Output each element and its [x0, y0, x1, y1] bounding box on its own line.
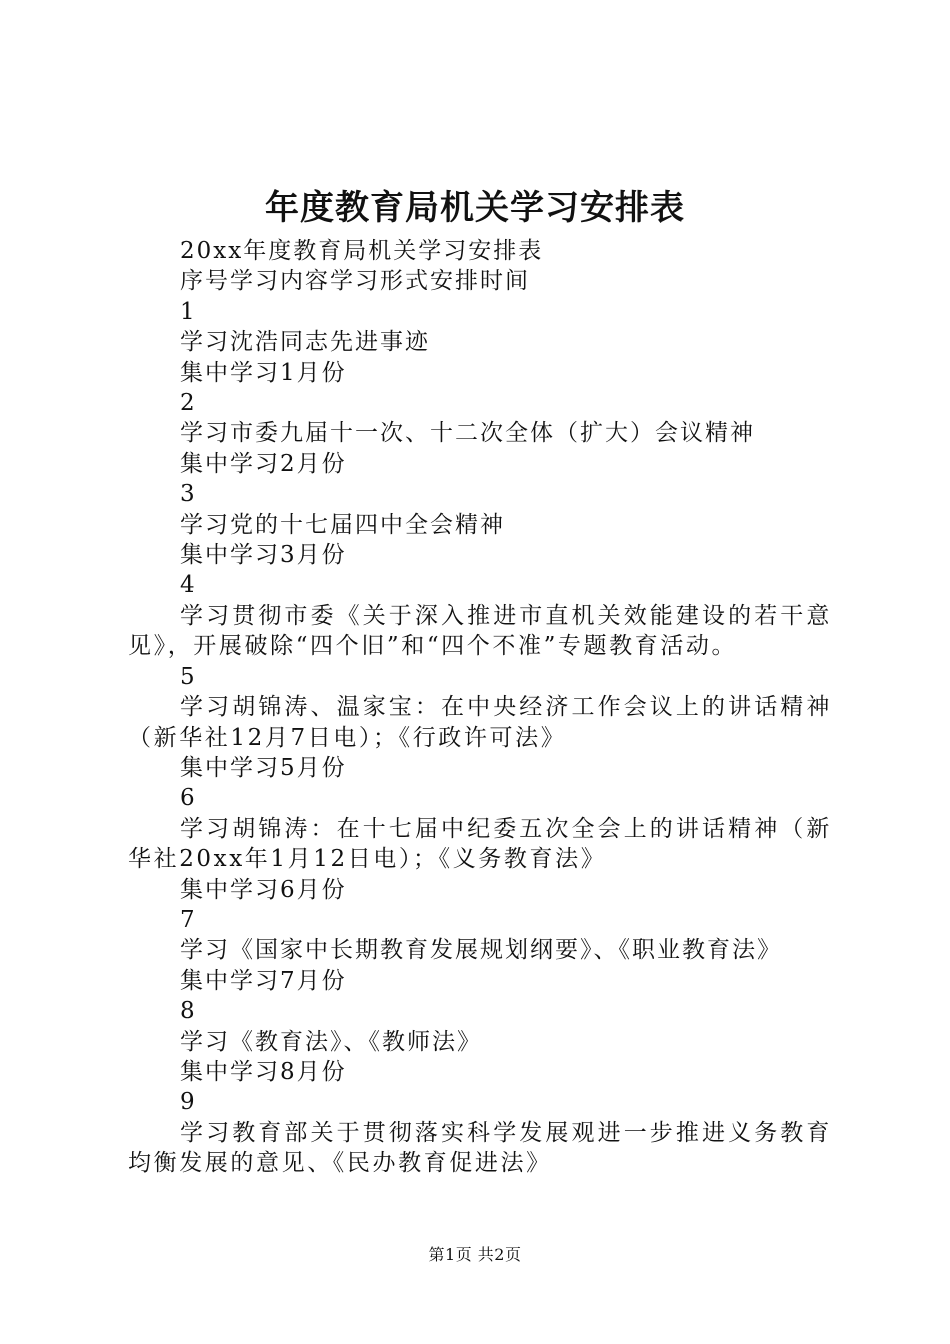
item-content: 学习《教育法》、《教师法》 — [180, 1028, 482, 1055]
item-content: 学习贯彻市委《关于深入推进市直机关效能建设的若干意见》，开展破除“四个旧”和“四个不准”专题教育活动。 — [128, 602, 832, 660]
item-number: 2 — [180, 390, 197, 417]
document-title: 年度教育局机关学习安排表 — [265, 188, 685, 228]
item-content: 学习沈浩同志先进事迹 — [180, 329, 430, 356]
item-schedule: 集中学习3月份 — [180, 542, 347, 569]
item-number: 6 — [180, 785, 197, 812]
item-content: 学习胡锦涛：在十七届中纪委五次全会上的讲话精神（新华社20xx年1月12日电）；《义务教育法》 — [128, 815, 832, 873]
document-body — [128, 236, 832, 1179]
item-number: 8 — [180, 998, 197, 1025]
item-number: 5 — [180, 663, 197, 690]
item-content: 学习《国家中长期教育发展规划纲要》、《职业教育法》 — [180, 937, 782, 964]
item-schedule: 集中学习6月份 — [180, 876, 347, 903]
item-number: 3 — [180, 481, 197, 508]
item-content: 学习胡锦涛、温家宝：在中央经济工作会议上的讲话精神（新华社12月7日电）；《行政许可法》 — [128, 694, 832, 751]
item-number: 1 — [180, 298, 197, 325]
item-schedule: 集中学习5月份 — [180, 754, 347, 781]
item-number: 4 — [180, 572, 197, 599]
item-number: 9 — [180, 1089, 197, 1116]
subtitle: 20xx年度教育局机关学习安排表 — [180, 238, 544, 264]
item-content: 学习教育部关于贯彻落实科学发展观进一步推进义务教育均衡发展的意见、《民办教育促进法》 — [128, 1119, 832, 1177]
item-content: 学习党的十七届四中全会精神 — [180, 511, 505, 538]
item-schedule: 集中学习2月份 — [180, 450, 347, 477]
item-schedule: 集中学习1月份 — [180, 359, 347, 386]
table-header-row: 序号学习内容学习形式安排时间 — [180, 268, 530, 295]
item-number: 7 — [180, 906, 197, 933]
page-footer: 第1页 共2页 — [428, 1245, 522, 1264]
item-content: 学习市委九届十一次、十二次全体（扩大）会议精神 — [180, 420, 755, 447]
item-schedule: 集中学习8月份 — [180, 1058, 347, 1085]
item-schedule: 集中学习7月份 — [180, 967, 347, 994]
